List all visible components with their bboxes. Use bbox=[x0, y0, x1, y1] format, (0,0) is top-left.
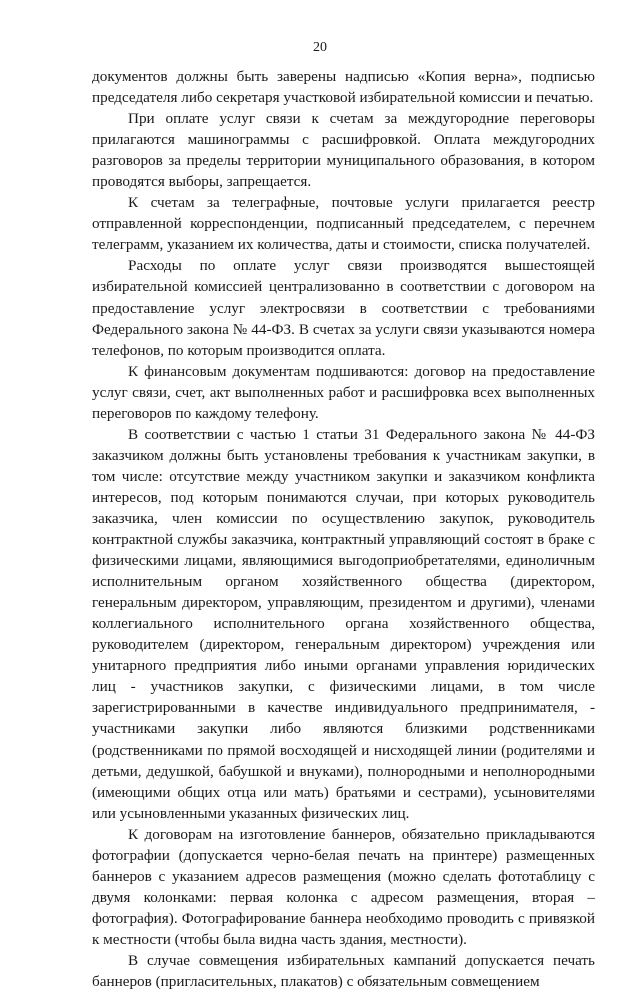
document-body bbox=[92, 66, 595, 992]
paragraph-banner-contracts: К договорам на изготовление баннеров, обязательно прикладываются фотографии (допускается черно-белая печать на принтере) размещенных баннеров с указанием адресов размещения (можно сделать фототаблицу с двумя колонками: первая колонка с адресом размещения, вторая – фотография). Фотографирование баннера необходимо проводить с привязкой к местности (чтобы была видна часть здания, местности). bbox=[92, 825, 595, 948]
paragraph-procurement-requirements: В соответствии с частью 1 статьи 31 Федерального закона № 44-ФЗ заказчиком должны быть установлены требования к участникам закупки, в том числе: отсутствие между участником закупки и заказчиком конфликта интересов, под которым понимаются случаи, при которых руководитель заказчика, член комиссии по осуществлению закупок, руководитель контрактной службы заказчика, контрактный управляющий состоят в браке с физическими лицами, являющимися выгодоприобретателями, единоличным исполнительным органом хозяйственного общества (директором, генеральным директором, управляющим, президентом и другими), членами коллегиального исполнительного органа хозяйственного общества, руководителем (директором, генеральным директором) учреждения или унитарного предприятия либо иными органами управления юридических лиц - участников закупки, с физическими лицами, в том числе зарегистрированными в качестве индивидуального предпринимателя, - участниками закупки либо являются близкими родственниками (родственниками по прямой восходящей и нисходящей линии (родителями и детьми, дедушкой, бабушкой и внуками), полнородными и неполнородными (имеющими общих отца или мать) братьями и сестрами), усыновителями или усыновленными указанных физических лиц. bbox=[92, 425, 595, 822]
paragraph-combined-campaigns: В случае совмещения избирательных кампаний допускается печать баннеров (пригласительных, плакатов) с обязательным совмещением bbox=[92, 951, 595, 991]
paragraph-communication-expenses: Расходы по оплате услуг связи производятся вышестоящей избирательной комиссией централизованно в соответствии с договором на предоставление услуг электросвязи в соответствии с требованиями Федерального закона № 44-ФЗ. В счетах за услуги связи указываются номера телефонов, по которым производится оплата. bbox=[92, 257, 595, 359]
paragraph-telegraph-postal: К счетам за телеграфные, почтовые услуги прилагается реестр отправленной корреспонденции, подписанный председателем, с перечнем телеграмм, указанием их количества, даты и стоимости, списка получателей. bbox=[92, 194, 595, 254]
page-number: 20 bbox=[313, 40, 327, 55]
paragraph-long-distance-calls: При оплате услуг связи к счетам за междугородние переговоры прилагаются машинограммы с расшифровкой. Оплата междугородних разговоров за пределы территории муниципального образования, в котором проводятся выборы, запрещается. bbox=[92, 110, 595, 191]
paragraph-financial-documents: К финансовым документам подшиваются: договор на предоставление услуг связи, счет, акт выполненных работ и расшифровка всех выполненных переговоров по каждому телефону. bbox=[92, 362, 595, 422]
paragraph-certification: документов должны быть заверены надписью «Копия верна», подписью председателя либо секретаря участковой избирательной комиссии и печатью. bbox=[92, 68, 595, 107]
